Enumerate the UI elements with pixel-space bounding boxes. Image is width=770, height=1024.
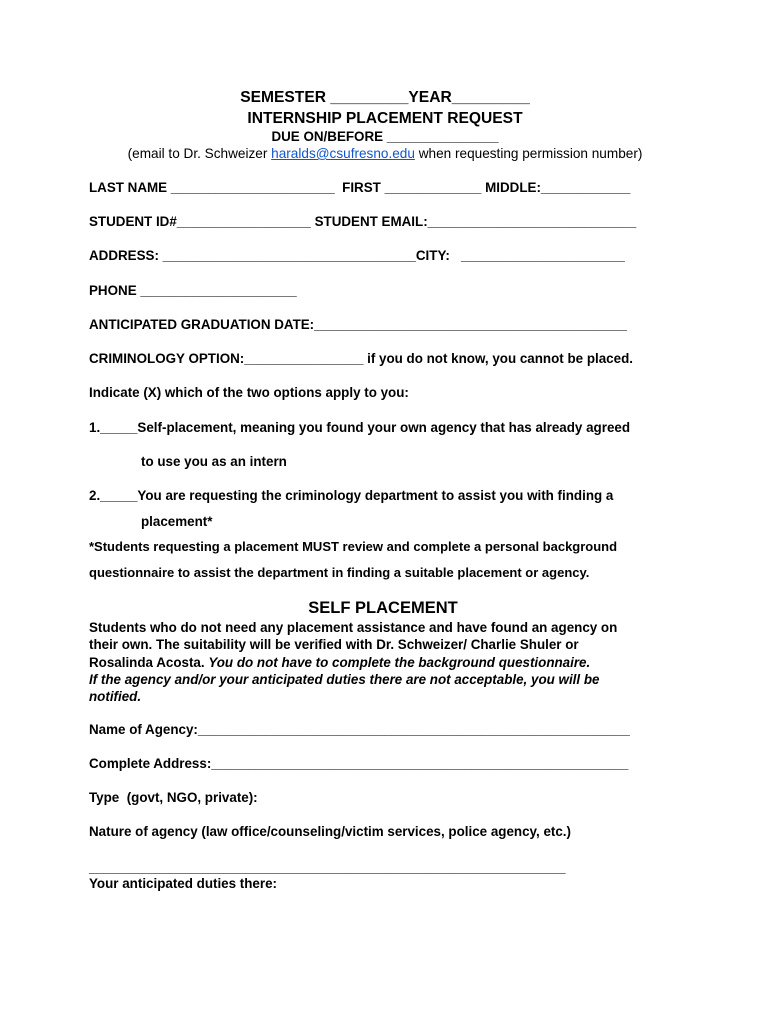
due-label: DUE ON/BEFORE bbox=[271, 129, 384, 144]
agency-nature-label: Nature of agency (law office/counseling/victim services, police agency, etc.) bbox=[89, 824, 571, 839]
city-label: CITY: bbox=[415, 248, 450, 263]
student-id-row bbox=[89, 214, 636, 230]
option-2-text: You are requesting the criminology department to assist you with finding a bbox=[137, 488, 614, 503]
year-label: YEAR bbox=[408, 89, 452, 106]
option-1-continuation: to use you as an intern bbox=[141, 454, 287, 469]
option-row bbox=[89, 351, 633, 367]
address-field[interactable]: __________________________________ bbox=[162, 248, 416, 263]
self-placement-paragraph bbox=[89, 619, 679, 705]
agency-address-label: Complete Address: bbox=[89, 756, 212, 771]
email-note-pre: (email to Dr. Schweizer bbox=[127, 146, 272, 161]
agency-name-label: Name of Agency: bbox=[89, 722, 198, 737]
semester-field[interactable]: _________ bbox=[330, 89, 409, 106]
semester-year-line bbox=[0, 88, 770, 108]
option-1-text: Self-placement, meaning you found your own agency that has already agreed bbox=[137, 420, 631, 435]
due-date-field[interactable]: _______________ bbox=[386, 129, 499, 144]
name-row bbox=[89, 180, 630, 196]
first-name-field[interactable]: _____________ bbox=[384, 180, 482, 195]
last-name-field[interactable]: ______________________ bbox=[170, 180, 335, 195]
graduation-label: ANTICIPATED GRADUATION DATE: bbox=[89, 317, 315, 332]
self-placement-line-1: Students who do not need any placement assistance and have found an agency on bbox=[89, 620, 618, 635]
agency-type-label: Type (govt, NGO, private): bbox=[89, 790, 258, 805]
self-placement-line-3 bbox=[89, 654, 679, 671]
self-placement-line-5: notified. bbox=[89, 689, 142, 705]
criminology-option-field[interactable]: ________________ bbox=[244, 351, 364, 366]
middle-name-field[interactable]: ____________ bbox=[540, 180, 631, 195]
self-placement-line-4: If the agency and/or your anticipated duties there are not acceptable, you will be bbox=[89, 671, 600, 687]
footnote-line-2: questionnaire to assist the department in finding a suitable placement or agency. bbox=[89, 565, 590, 580]
student-id-field[interactable]: __________________ bbox=[176, 214, 311, 229]
self-placement-line-2: their own. The suitability will be verified with Dr. Schweizer/ Charlie Shuler or bbox=[89, 637, 579, 653]
phone-field[interactable]: _____________________ bbox=[140, 283, 297, 298]
phone-label: PHONE bbox=[89, 283, 137, 298]
student-id-label: STUDENT ID# bbox=[89, 214, 177, 229]
option-2-mark-field[interactable]: _____ bbox=[100, 488, 138, 503]
agency-address-field[interactable]: ________________________________________________________ bbox=[211, 756, 629, 771]
phone-row bbox=[89, 283, 297, 299]
last-name-label: LAST NAME bbox=[89, 180, 168, 195]
option-2-number: 2. bbox=[89, 488, 101, 503]
footnote-line-1: *Students requesting a placement MUST review and complete a personal background bbox=[89, 539, 618, 554]
address-row bbox=[89, 248, 625, 264]
graduation-field[interactable]: __________________________________________ bbox=[314, 317, 627, 332]
student-email-field[interactable]: ____________________________ bbox=[427, 214, 637, 229]
semester-label: SEMESTER bbox=[240, 89, 326, 106]
agency-nature-field[interactable]: ________________________________________________________________ bbox=[89, 860, 566, 875]
self-placement-heading bbox=[0, 598, 770, 618]
option-2 bbox=[89, 488, 613, 504]
address-label: ADDRESS: bbox=[89, 248, 159, 263]
option-2-continuation: placement* bbox=[141, 514, 213, 529]
agency-name-row bbox=[89, 722, 630, 738]
agency-address-row bbox=[89, 756, 628, 772]
criminology-option-label: CRIMINOLOGY OPTION: bbox=[89, 351, 245, 366]
self-placement-line-3-plain: Rosalinda Acosta. bbox=[89, 654, 209, 670]
middle-name-label: MIDDLE: bbox=[485, 180, 541, 195]
agency-name-field[interactable]: __________________________________________________________ bbox=[197, 722, 630, 737]
email-note-post: when requesting permission number) bbox=[414, 146, 643, 161]
self-placement-heading-text: SELF PLACEMENT bbox=[308, 599, 458, 617]
self-placement-line-3-italic: You do not have to complete the background questionnaire. bbox=[208, 654, 591, 670]
anticipated-duties-label: Your anticipated duties there: bbox=[89, 876, 277, 891]
first-name-label: FIRST bbox=[342, 180, 381, 195]
option-note: if you do not know, you cannot be placed. bbox=[363, 351, 633, 366]
options-intro: Indicate (X) which of the two options apply to you: bbox=[89, 385, 409, 400]
option-1 bbox=[89, 420, 630, 436]
option-1-number: 1. bbox=[89, 420, 101, 435]
email-link[interactable]: haralds@csufresno.edu bbox=[271, 146, 415, 161]
graduation-row bbox=[89, 317, 627, 333]
year-field[interactable]: _________ bbox=[451, 89, 530, 106]
option-1-mark-field[interactable]: _____ bbox=[100, 420, 138, 435]
email-note bbox=[0, 146, 770, 162]
city-field[interactable]: ______________________ bbox=[461, 248, 625, 263]
student-email-label: STUDENT EMAIL: bbox=[314, 214, 428, 229]
due-date-line bbox=[0, 129, 770, 145]
form-title: INTERNSHIP PLACEMENT REQUEST bbox=[247, 110, 523, 127]
